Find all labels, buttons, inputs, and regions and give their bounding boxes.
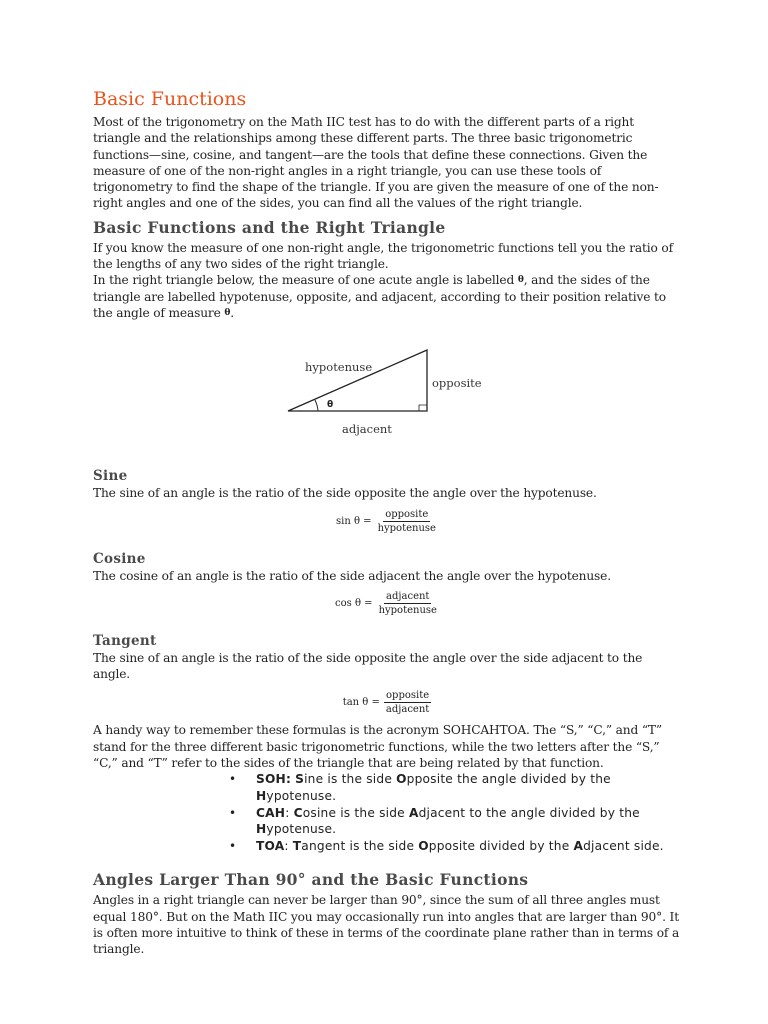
mnemonic-intro: A handy way to remember these formulas is the acronym SOHCAHTOA. The “S,” “C,” and “T” stand for the three different basic trigonometric functions, while the two letters after the “S,” “C,” and “T” refer to the sides of the triangle that are being related by that function.	[93, 723, 662, 771]
adjacent-label: adjacent	[342, 422, 392, 437]
labels-text-c: .	[230, 305, 234, 320]
cosine-denominator: hypotenuse	[378, 605, 437, 617]
tangent-numerator: opposite	[386, 689, 430, 701]
mnemonic-letter: O	[396, 772, 407, 787]
labels-paragraph	[93, 272, 681, 321]
mnemonic-letter: H	[256, 788, 267, 803]
mnemonic-letter: A	[408, 805, 419, 820]
labels-text-b: , and the sides of the triangle are labelled hypotenuse, opposite, and adjacent, according to their position relative to the angle of measure	[93, 273, 666, 320]
opposite-label: opposite	[432, 376, 482, 391]
sine-heading: Sine	[93, 468, 128, 485]
mnemonic-text: ypotenuse.	[266, 788, 337, 803]
mnemonic-key: TOA	[256, 838, 285, 853]
section-heading-large-angles: Angles Larger Than 90° and the Basic Functions	[93, 870, 529, 890]
right-triangle-figure	[93, 321, 681, 459]
mnemonic-letter: O	[418, 838, 429, 853]
list-item	[229, 805, 669, 838]
mnemonic-text: pposite the angle divided by the	[406, 772, 611, 787]
theta-symbol: θ	[224, 307, 231, 318]
mnemonic-letter: H	[256, 822, 267, 837]
cosine-text: The cosine of an angle is the ratio of the side adjacent the angle over the hypotenuse.	[93, 568, 611, 583]
mnemonic-letter: A	[573, 838, 584, 853]
page-title: Basic Functions	[93, 88, 247, 110]
mnemonic-letter: C	[293, 805, 303, 820]
cosine-fraction	[377, 591, 439, 616]
tangent-heading: Tangent	[93, 632, 157, 649]
angle-theta-label: θ	[327, 400, 334, 411]
mnemonic-colon: :	[285, 805, 294, 820]
cosine-formula	[93, 584, 681, 624]
intro-paragraph: Most of the trigonometry on the Math IIC test has to do with the different parts of a right triangle and the relationships among these different parts. The three basic trigonometric functions—sine, cosine, and tangent—are the tools that define these connections. Given the measure of one of the non-right angles in a right triangle, you can use these tools of trigonometry to find the shape of the triangle. If you are given the measure of one of the non-right angles and one of the sides, you can find all the values of the right triangle.	[93, 115, 659, 211]
sine-fraction	[376, 509, 438, 534]
mnemonic-key: CAH	[256, 805, 286, 820]
mnemonic-text: pposite divided by the	[428, 838, 574, 853]
list-item	[229, 838, 669, 855]
tangent-fraction	[384, 690, 431, 715]
list-item	[229, 771, 669, 804]
tangent-denominator: adjacent	[385, 703, 430, 715]
mnemonic-text: angent is the side	[301, 838, 419, 853]
sine-numerator: opposite	[385, 509, 429, 521]
mnemonic-text: djacent to the angle divided by the	[418, 805, 640, 820]
mnemonic-text: ine is the side	[304, 772, 397, 787]
mnemonic-letter: S	[295, 772, 305, 787]
tangent-text: The sine of an angle is the ratio of the side opposite the angle over the side adjacent to the angle.	[93, 650, 643, 682]
right-triangle-diagram	[93, 321, 681, 459]
mnemonic-list	[229, 771, 669, 854]
sine-formula-lhs: sin θ =	[336, 516, 372, 528]
mnemonic-text: ypotenuse.	[266, 822, 337, 837]
mnemonic-text: osine is the side	[302, 805, 409, 820]
ratio-paragraph: If you know the measure of one non-right angle, the trigonometric functions tell you the ratio of the lengths of any two sides of the right triangle.	[93, 240, 673, 272]
labels-text-a: In the right triangle below, the measure of one acute angle is labelled	[93, 273, 515, 288]
cosine-formula-lhs: cos θ =	[335, 598, 373, 610]
mnemonic-colon: :	[284, 838, 293, 853]
cosine-numerator: adjacent	[386, 591, 430, 603]
sine-text: The sine of an angle is the ratio of the side opposite the angle over the hypotenuse.	[93, 486, 597, 501]
mnemonic-letter: T	[292, 838, 302, 853]
tangent-formula-lhs: tan θ =	[342, 696, 380, 708]
right-angle-mark	[419, 405, 427, 411]
cosine-heading: Cosine	[93, 550, 146, 567]
article-body	[93, 86, 681, 958]
mnemonic-key: SOH:	[256, 772, 292, 787]
large-angles-paragraph: Angles in a right triangle can never be larger than 90°, since the sum of all three angles must equal 180°. But on the Math IIC you may occasionally run into angles that are larger than 90°. It is often more intuitive to think of these in terms of the coordinate plane rather than in terms of a triangle.	[93, 893, 680, 957]
sine-formula	[93, 502, 681, 542]
section-heading-right-triangle: Basic Functions and the Right Triangle	[93, 217, 446, 237]
theta-symbol: θ	[517, 275, 524, 286]
mnemonic-text: djacent side.	[583, 838, 664, 853]
tangent-formula	[93, 682, 681, 722]
angle-arc	[315, 400, 318, 411]
hypotenuse-label: hypotenuse	[305, 360, 373, 375]
sine-denominator: hypotenuse	[377, 523, 436, 535]
